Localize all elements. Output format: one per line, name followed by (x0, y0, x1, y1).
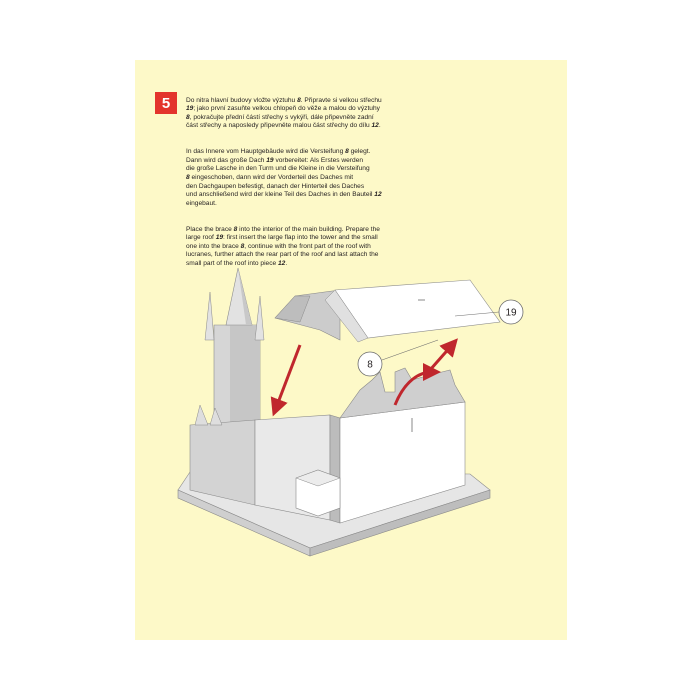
tower (205, 268, 264, 430)
arrow-roof-to-building (430, 345, 452, 370)
arrow-roof-to-tower (276, 345, 300, 408)
callout-roof-label: 19 (505, 307, 517, 319)
instruction-de: In das Innere vom Hauptgebäude wird die Versteifung 8 gelegt. Dann wird das große Dach 19 vorbereitet: Als Erstes werden die große Lasche in den Turm und die Kleine in die Versteifung 8 eingeschoben, dann wird der Vorderteil des Daches mit den Dachgaupen befestigt, danach der Hinterteil des Daches und anschließend wird der kleine Teil des Daches in den Bauteil 12 eingebaut. (186, 148, 382, 207)
step-number-badge: 5 (155, 92, 177, 114)
front-box (296, 470, 340, 516)
instruction-cz: Do nitra hlavní budovy vložte výztuhu 8. Připravte si velkou střechu 19; jako první zasuňte velkou chlopeň do věže a malou do výztuhy 8, pokračujte přední částí střechy s vykýři, dále připevněte zadní část střechy a naposledy připevněte malou část střechy do dílu 12. (186, 96, 382, 130)
instruction-en: Place the brace 8 into the interior of the main building. Prepare the large roof 19: first insert the large flap into the tower and the small one into the brace 8, continue with the front part of the roof with lucranes, further attach the rear part of the roof and last attach the small part of the roof into piece 12. (186, 225, 380, 267)
roof-piece (275, 280, 500, 342)
callout-brace-label: 8 (367, 359, 373, 371)
